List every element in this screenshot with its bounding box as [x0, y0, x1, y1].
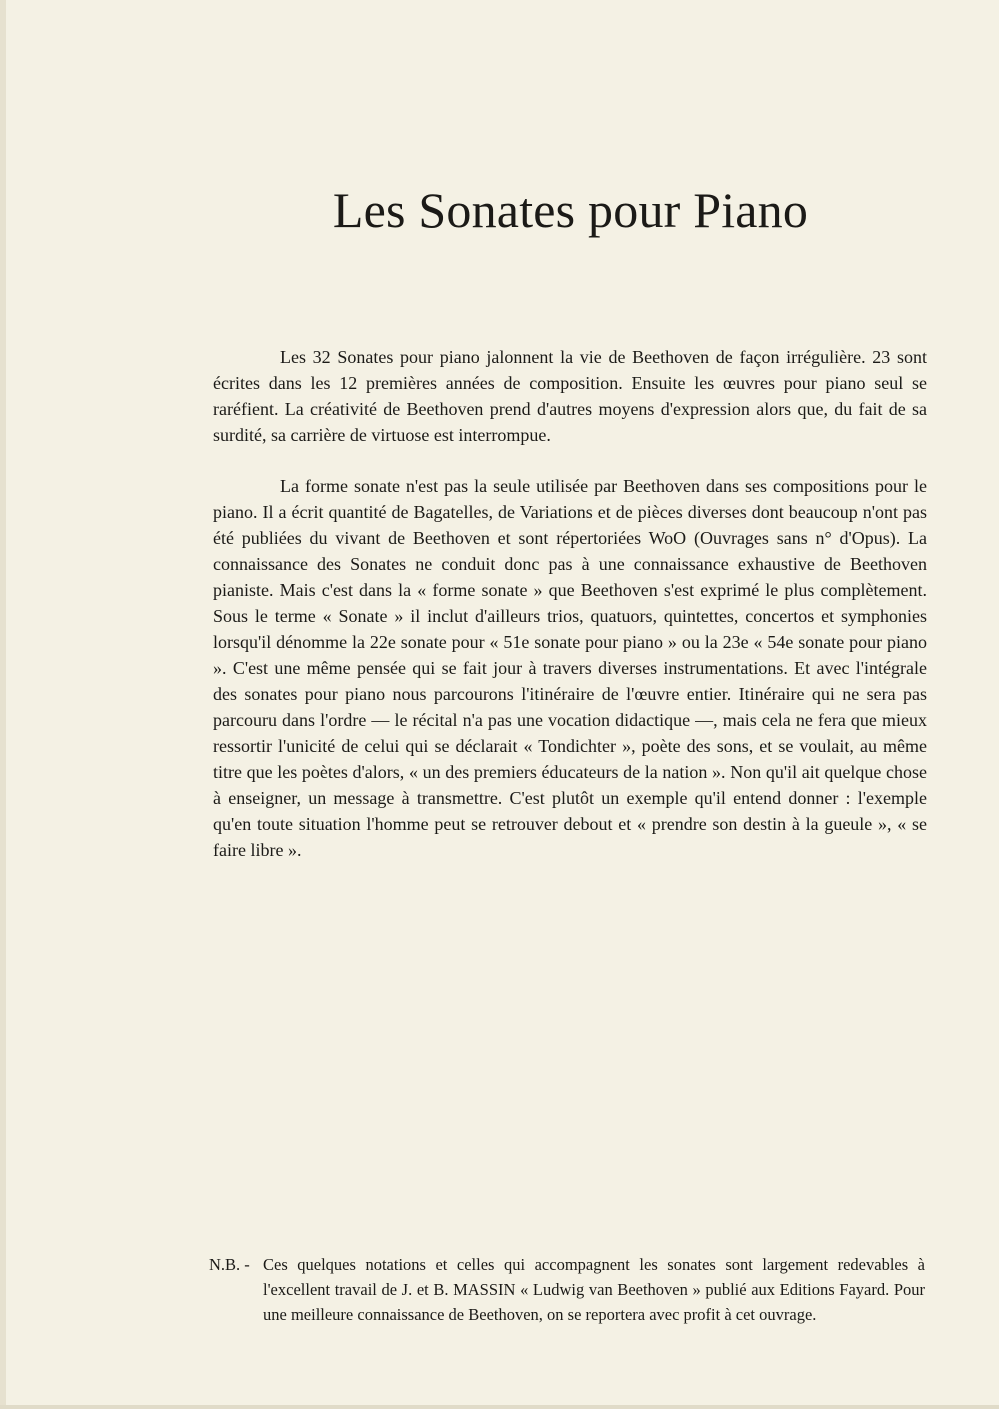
main-text: [213, 344, 927, 888]
paragraph-1: Les 32 Sonates pour piano jalonnent la vie de Beethoven de façon irrégulière. 23 sont écrites dans les 12 premières années de composition. Ensuite les œuvres pour piano seul se raréfient. La créativité de Beethoven prend d'autres moyens d'expression alors que, du fait de sa surdité, sa carrière de virtuose est interrompue.: [213, 347, 927, 445]
footnote-text: Ces quelques notations et celles qui accompagnent les sonates sont largement redevables à l'excellent travail de J. et B. MASSIN « Ludwig van Beethoven » publié aux Editions Fayard. Pour une meilleure connaissance de Beethoven, on se reportera avec profit à cet ouvrage.: [263, 1255, 925, 1324]
page-edge-bottom: [0, 1405, 999, 1409]
paragraph-2: La forme sonate n'est pas la seule utilisée par Beethoven dans ses compositions pour le piano. Il a écrit quantité de Bagatelles, de Variations et de pièces diverses dont beaucoup n'ont pas été publiées du vivant de Beethoven et sont répertoriées WoO (Ouvrages sans n° d'Opus). La connaissance des Sonates ne conduit donc pas à une connaissance exhaustive de Beethoven pianiste. Mais c'est dans la « forme sonate » que Beethoven s'est exprimé le plus complètement. Sous le terme « Sonate » il inclut d'ailleurs trios, quatuors, quintettes, concertos et symphonies lorsqu'il dénomme la 22e sonate pour « 51e sonate pour piano » ou la 23e « 54e sonate pour piano ». C'est une même pensée qui se fait jour à travers diverses instrumentations. Et avec l'intégrale des sonates pour piano nous parcourons l'itinéraire de l'œuvre entier. Itinéraire qui ne sera pas parcouru dans l'ordre — le récital n'a pas une vocation didactique —, mais cela ne fera que mieux ressortir l'unicité de celui qui se déclarait « Tondichter », poète des sons, et se voulait, au même titre que les poètes d'alors, « un des premiers éducateurs de la nation ». Non qu'il ait quelque chose à enseigner, un message à transmettre. C'est plutôt un exemple qu'il entend donner : l'exemple qu'en toute situation l'homme peut se retrouver debout et « prendre son destin à la gueule », « se faire libre ».: [213, 476, 927, 860]
page-title: Les Sonates pour Piano: [332, 182, 809, 238]
footnote: [209, 1252, 925, 1327]
footnote-label: N.B. -: [209, 1255, 250, 1274]
